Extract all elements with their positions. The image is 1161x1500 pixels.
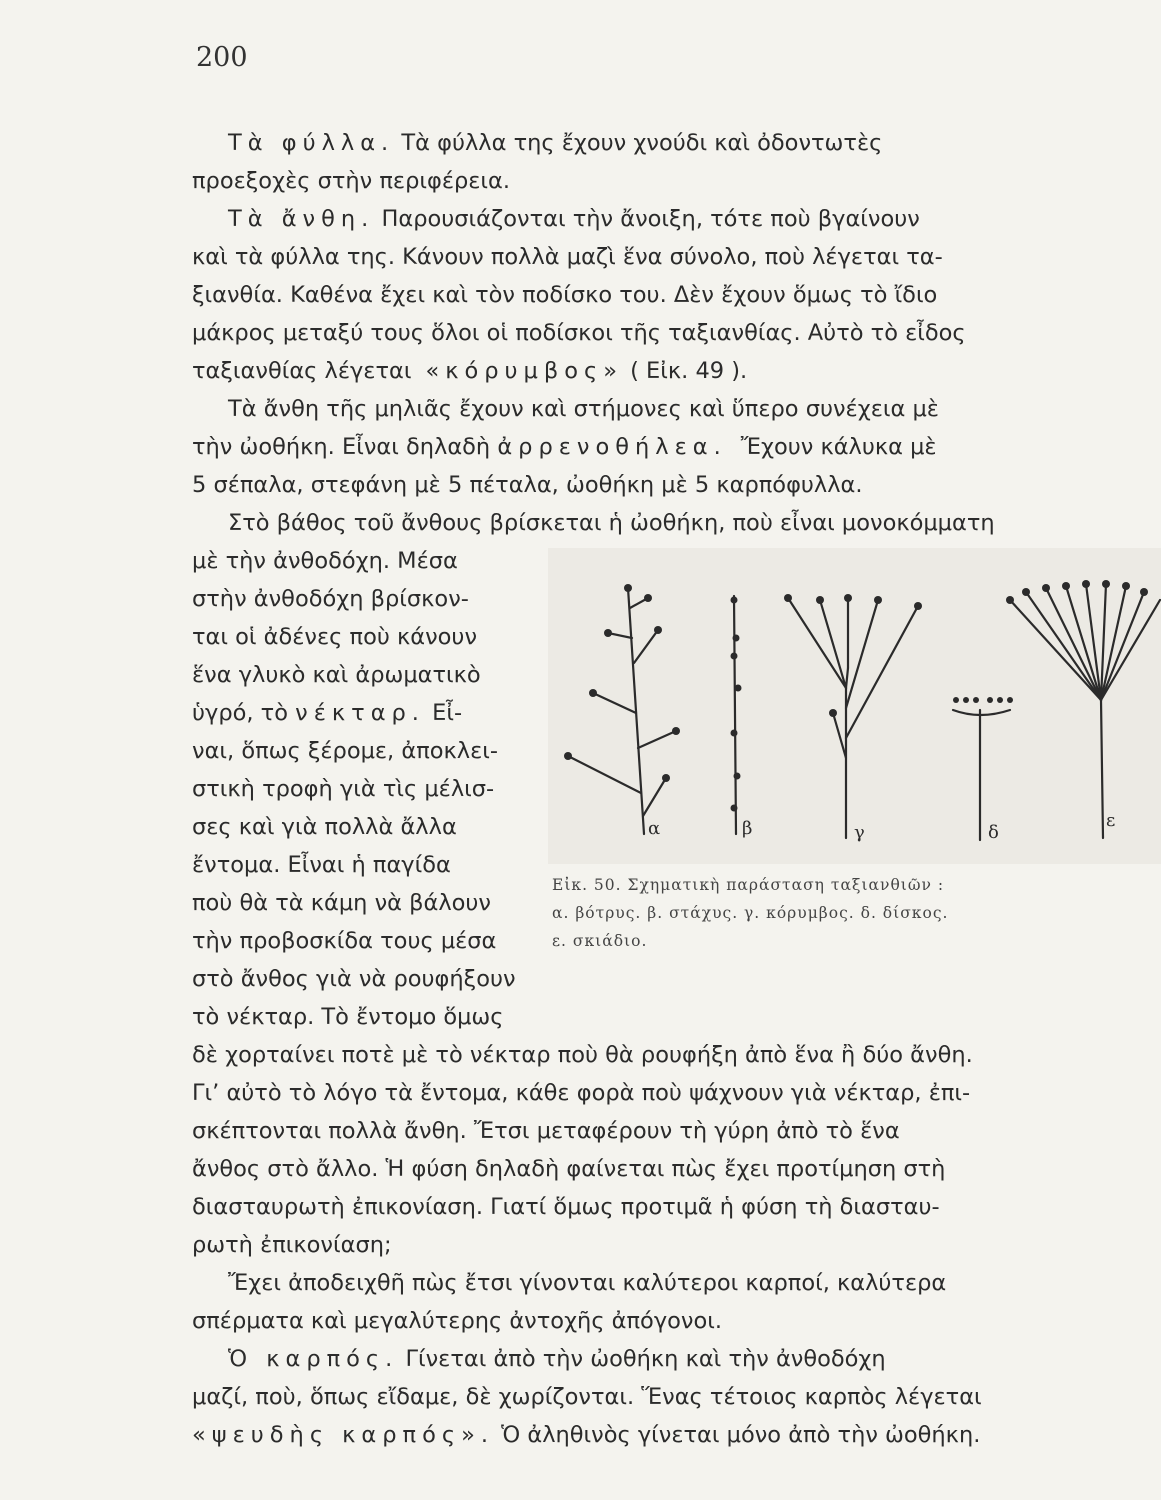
- false-fruit-term: «ψευδὴς καρπός».: [192, 1422, 494, 1448]
- disk-diagram: [953, 710, 1010, 840]
- nectar-line-17: σκέπτονται πολλὰ ἄνθη. Ἔτσι μεταφέρουν τὴ γύρη ἀπὸ τὸ ἕνα: [192, 1118, 900, 1144]
- label-beta: β: [742, 818, 753, 839]
- spike-diagram: [734, 596, 736, 834]
- flowers-line-4: μάκρος μεταξύ τους ὅλοι οἱ ποδίσκοι τῆς ταξιανθίας. Αὐτὸ τὸ εἶδος: [192, 320, 966, 346]
- inflorescence-figure: [548, 548, 1161, 864]
- nectar-line-1: Στὸ βάθος τοῦ ἄνθους βρίσκεται ἡ ὠοθήκη, ποὺ εἶναι μονοκόμματη: [228, 510, 995, 536]
- figure-caption-line-1: Εἰκ. 50. Σχηματικὴ παράσταση ταξιανθιῶν :: [552, 876, 945, 894]
- nectar-line-13: στὸ ἄνθος γιὰ νὰ ρουφήξουν: [192, 966, 516, 992]
- proof-line-1: Ἔχει ἀποδειχθῆ πὼς ἔτσι γίνονται καλύτεροι καρποί, καλύτερα: [228, 1270, 947, 1296]
- nectar-line-15: δὲ χορταίνει ποτὲ μὲ τὸ νέκταρ ποὺ θὰ ρουφήξη ἀπὸ ἕνα ἢ δύο ἄνθη.: [192, 1042, 973, 1068]
- figure-caption-line-3: ε. σκιάδιο.: [552, 932, 648, 950]
- nectar-line-11: ποὺ θὰ τὰ κάμη νὰ βάλουν: [192, 890, 491, 916]
- nectar-line-20: ρωτὴ ἐπικονίαση;: [192, 1232, 392, 1258]
- nectar-line-3: στὴν ἀνθοδόχη βρίσκον-: [192, 586, 469, 612]
- umbel-diagram: [1010, 584, 1160, 838]
- inflorescence-diagram: [548, 548, 1161, 864]
- stamens-line-3: 5 σέπαλα, στεφάνη μὲ 5 πέταλα, ὠοθήκη μὲ 5 καρπόφυλλα.: [192, 472, 863, 498]
- flowers-line-3: ξιανθία. Καθένα ἔχει καὶ τὸν ποδίσκο του. Δὲν ἔχουν ὅμως τὸ ἴδιο: [192, 282, 938, 308]
- nectar-term: νέκταρ.: [295, 700, 425, 726]
- leaves-heading: Τὰ φύλλα.: [228, 130, 395, 156]
- leaves-line-1: Τὰ φύλλα. Τὰ φύλλα της ἔχουν χνούδι καὶ ὀδοντωτὲς: [228, 130, 883, 156]
- hermaphrodite-term: ἀρρενοθήλεα.: [497, 434, 727, 460]
- nectar-line-6: ὑγρό, τὸ νέκταρ. Εἶ-: [192, 700, 463, 726]
- proof-line-2: σπέρματα καὶ μεγαλύτερης ἀντοχῆς ἀπόγονοι.: [192, 1308, 723, 1334]
- label-delta: δ: [988, 822, 999, 843]
- nectar-line-7: ναι, ὅπως ξέρομε, ἀποκλει-: [192, 738, 498, 764]
- fruit-line-2: μαζί, ποὺ, ὅπως εἴδαμε, δὲ χωρίζονται. Ἕνας τέτοιος καρπὸς λέγεται: [192, 1384, 982, 1410]
- fruit-heading: Ὁ καρπός.: [228, 1346, 399, 1372]
- figure-caption-line-2: α. βότρυς. β. στάχυς. γ. κόρυμβος. δ. δίσκος.: [552, 904, 949, 922]
- page-number: 200: [196, 42, 248, 73]
- nectar-line-4: ται οἱ ἀδένες ποὺ κάνουν: [192, 624, 478, 650]
- corymb-term: «κόρυμβος»: [425, 358, 623, 384]
- stamens-line-1: Τὰ ἄνθη τῆς μηλιᾶς ἔχουν καὶ στήμονες καὶ ὕπερο συνέχεια μὲ: [228, 396, 939, 422]
- nectar-line-18: ἄνθος στὸ ἄλλο. Ἡ φύση δηλαδὴ φαίνεται πὼς ἔχει προτίμηση στὴ: [192, 1156, 946, 1182]
- leaves-line-2: προεξοχὲς στὴν περιφέρεια.: [192, 168, 511, 194]
- label-alpha: α: [648, 818, 661, 839]
- nectar-line-14: τὸ νέκταρ. Τὸ ἔντομο ὅμως: [192, 1004, 504, 1030]
- nectar-line-16: Γι’ αὐτὸ τὸ λόγο τὰ ἔντομα, κάθε φορὰ ποὺ ψάχνουν γιὰ νέκταρ, ἐπι-: [192, 1080, 971, 1106]
- fruit-line-1: Ὁ καρπός. Γίνεται ἀπὸ τὴν ὠοθήκη καὶ τὴν ἀνθοδόχη: [228, 1346, 886, 1372]
- nectar-line-2: μὲ τὴν ἀνθοδόχη. Μέσα: [192, 548, 458, 574]
- flowers-line-2: καὶ τὰ φύλλα της. Κάνουν πολλὰ μαζὶ ἕνα σύνολο, ποὺ λέγεται τα-: [192, 244, 943, 270]
- corymb-diagram: [788, 598, 918, 838]
- raceme-diagram: [568, 588, 676, 834]
- label-epsilon: ε: [1106, 810, 1116, 831]
- nectar-line-8: στικὴ τροφὴ γιὰ τὶς μέλισ-: [192, 776, 495, 802]
- nectar-line-19: διασταυρωτὴ ἐπικονίαση. Γιατί ὅμως προτιμᾶ ἡ φύση τὴ διασταυ-: [192, 1194, 940, 1220]
- nectar-line-5: ἕνα γλυκὸ καὶ ἀρωματικὸ: [192, 662, 481, 688]
- flowers-line-5: ταξιανθίας λέγεται «κόρυμβος» ( Εἰκ. 49 ).: [192, 358, 748, 384]
- flowers-heading: Τὰ ἄνθη.: [228, 206, 375, 232]
- nectar-line-12: τὴν προβοσκίδα τους μέσα: [192, 928, 497, 954]
- label-gamma: γ: [854, 822, 865, 843]
- nectar-line-10: ἔντομα. Εἶναι ἡ παγίδα: [192, 852, 451, 878]
- flowers-line-1: Τὰ ἄνθη. Παρουσιάζονται τὴν ἄνοιξη, τότε ποὺ βγαίνουν: [228, 206, 920, 232]
- nectar-line-9: σες καὶ γιὰ πολλὰ ἄλλα: [192, 814, 457, 840]
- fruit-line-3: «ψευδὴς καρπός». Ὁ ἀληθινὸς γίνεται μόνο ἀπὸ τὴν ὠοθήκη.: [192, 1422, 981, 1448]
- stamens-line-2: τὴν ὠοθήκη. Εἶναι δηλαδὴ ἀρρενοθήλεα. Ἔχουν κάλυκα μὲ: [192, 434, 937, 460]
